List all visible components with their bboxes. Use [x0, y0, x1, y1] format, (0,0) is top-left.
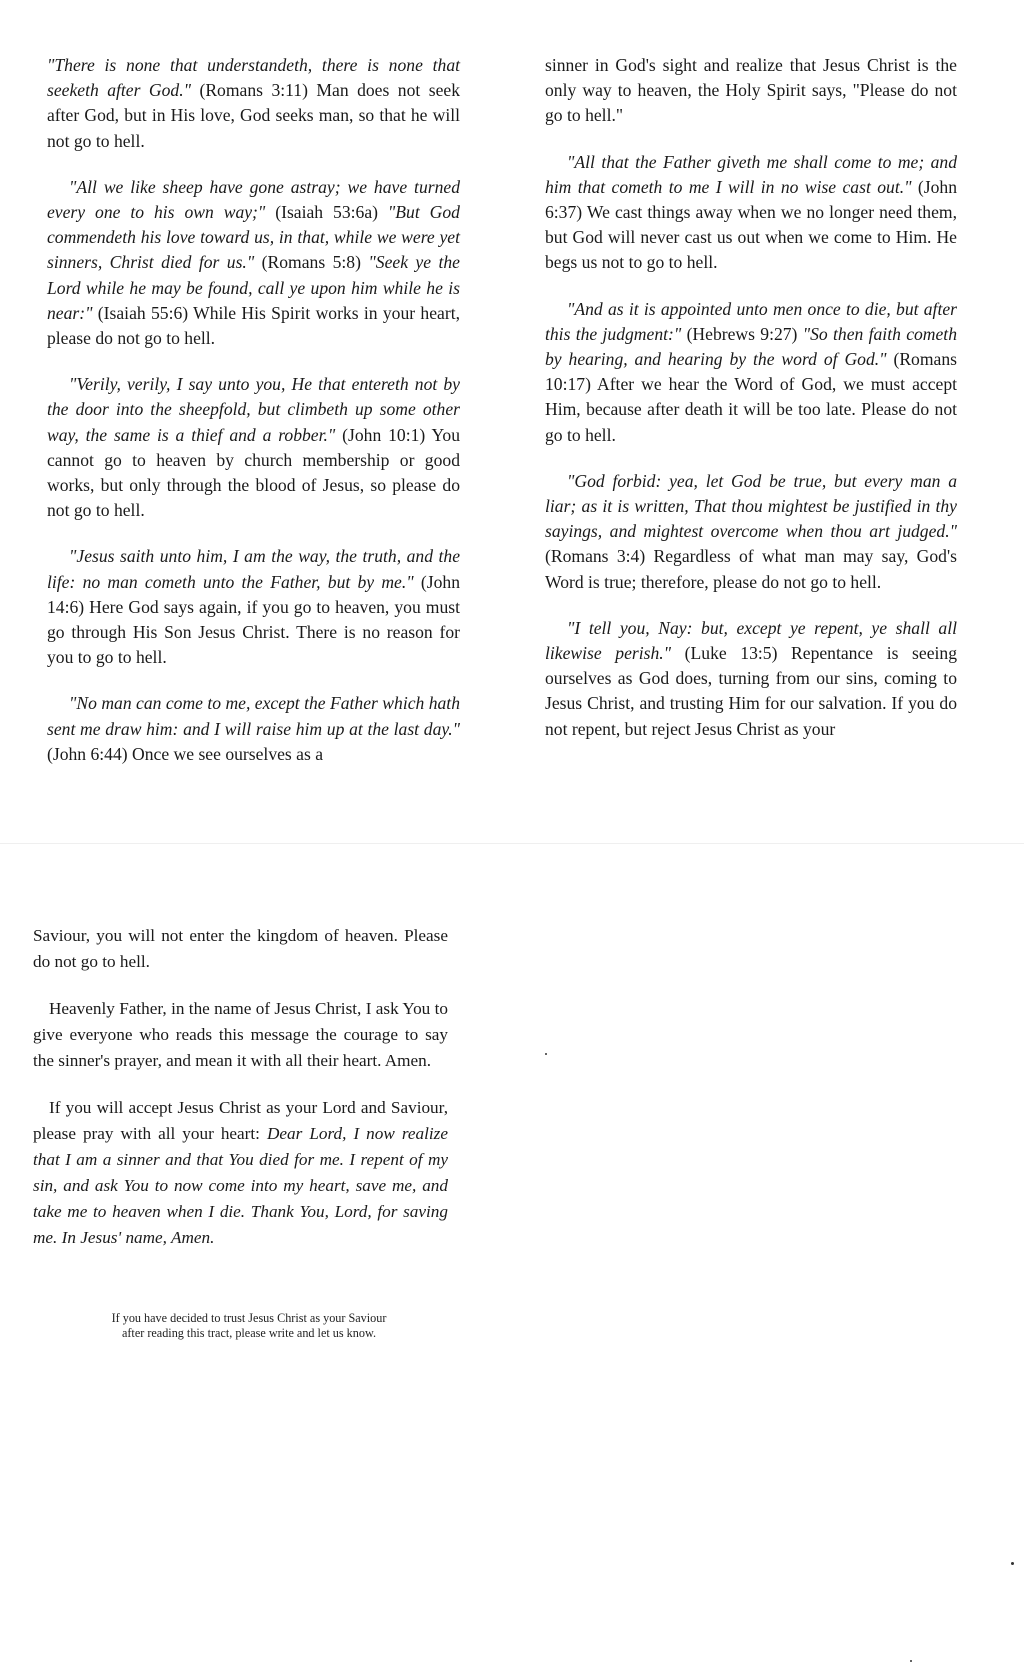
- footnote: [84, 1311, 414, 1340]
- scripture-quote: "And as it is appointed unto men once to die, but after this the judgment:": [545, 298, 957, 344]
- scan-speck: [910, 1660, 912, 1662]
- paragraph-text: (John 14:6) Here God says again, if you go to heaven, you must go through His Son Jesus Christ. There is no reason for you to go to hell.: [47, 571, 460, 668]
- scripture-reference: (Romans 5:8): [254, 252, 369, 273]
- paragraph-text: (Romans 10:17) After we hear the Word of God, we must accept Him, because after death it will be too late. Please do not go to hell.: [545, 349, 957, 445]
- bottom-paragraph-1: Saviour, you will not enter the kingdom of heaven. Please do not go to hell.: [33, 926, 448, 971]
- left-paragraph-1: [47, 53, 460, 154]
- paragraph-text: (John 10:1) You cannot go to heaven by church membership or good works, but only through the blood of Jesus, so please do not go to hell.: [47, 424, 460, 521]
- paragraph-text: sinner in God's sight and realize that Jesus Christ is the only way to heaven, the Holy Spirit says, "Please do not go to hell.": [545, 55, 957, 126]
- scan-speck: [545, 1053, 547, 1055]
- scripture-reference: (Isaiah 53:6a): [265, 202, 388, 223]
- paragraph-text: (Isaiah 55:6) While His Spirit works in your heart, please do not go to hell.: [47, 302, 460, 349]
- right-paragraph-4: [545, 469, 957, 595]
- paragraph-text: (Romans 3:11) Man does not seek after God, but in His love, God seeks man, so that he will not go to hell.: [47, 80, 460, 151]
- paragraph-text: If you will accept Jesus Christ as your Lord and Saviour, please pray with all your heart:: [33, 1098, 448, 1143]
- scripture-quote: "So then faith cometh by hearing, and hearing by the word of God.": [545, 323, 957, 370]
- scripture-quote: "I tell you, Nay: but, except ye repent, ye shall all likewise perish.": [545, 617, 957, 664]
- right-paragraph-2: [545, 150, 957, 276]
- right-paragraph-1: [545, 53, 957, 129]
- left-paragraph-4: [47, 544, 460, 670]
- left-paragraph-3: [47, 372, 460, 523]
- paragraph-text: (John 6:44) Once we see ourselves as a: [47, 743, 324, 764]
- right-paragraph-5: [545, 616, 957, 742]
- bottom-paragraph-2: Heavenly Father, in the name of Jesus Christ, I ask You to give everyone who reads this message the courage to say the sinner's prayer, and mean it with all their heart. Amen.: [33, 999, 448, 1070]
- bottom-paragraph-3: [33, 1095, 448, 1251]
- right-paragraph-3: [545, 297, 957, 448]
- scripture-quote: "Seek ye the Lord while he may be found, call ye upon him while he is near:": [47, 252, 460, 323]
- scripture-quote: "All that the Father giveth me shall come to me; and him that cometh to me I will in no wise cast out.": [545, 151, 957, 197]
- scripture-quote: "There is none that understandeth, there is none that seeketh after God.": [47, 55, 460, 101]
- scan-speck: [1011, 1562, 1014, 1565]
- page-fold-line: [0, 843, 1024, 844]
- scripture-quote: "Verily, verily, I say unto you, He that entereth not by the door into the sheepfold, but climbeth up some other way, the same is a thief and a robber.": [47, 374, 460, 445]
- paragraph-text: (John 6:37) We cast things away when we no longer need them, but God will never cast us out when we come to Him. He begs us not to go to hell.: [545, 176, 958, 273]
- scripture-quote: "But God commendeth his love toward us, in that, while we were yet sinners, Christ died for us.": [47, 202, 460, 273]
- scripture-quote: "God forbid: yea, let God be true, but every man a liar; as it is written, That thou mightest be justified in thy sayings, and mightest overcome when thou art judged.": [545, 470, 957, 542]
- left-paragraph-5: [47, 691, 460, 767]
- scripture-quote: "No man can come to me, except the Father which hath sent me draw him: and I will raise him up at the last day.": [47, 693, 460, 739]
- footnote-line-2: after reading this tract, please write and let us know.: [121, 1325, 377, 1340]
- scripture-quote: "Jesus saith unto him, I am the way, the truth, and the life: no man cometh unto the Father, but by me.": [47, 546, 460, 592]
- right-column: [545, 53, 957, 763]
- footnote-line-1: If you have decided to trust Jesus Christ as your Saviour: [111, 1311, 387, 1325]
- sinners-prayer: Dear Lord, I now realize that I am a sinner and that You died for me. I repent of my sin, and ask You to now come into my heart, save me, and take me to heaven when I die. Thank You, Lord, for saving me. In Jesus' name, Amen.: [33, 1124, 448, 1247]
- bottom-column: [33, 923, 448, 1272]
- left-column: [47, 53, 460, 788]
- paragraph-text: (Romans 3:4) Regardless of what man may say, God's Word is true; therefore, please do not go to hell.: [545, 546, 957, 592]
- left-paragraph-2: [47, 175, 460, 351]
- scripture-quote: "All we like sheep have gone astray; we have turned every one to his own way;": [47, 176, 460, 223]
- scripture-reference: (Hebrews 9:27): [681, 323, 803, 344]
- paragraph-text: (Luke 13:5) Repentance is seeing ourselves as God does, turning from our sins, coming to Jesus Christ, and trusting Him for our salvation. If you do not repent, but reject Jesus Christ as your: [545, 643, 957, 739]
